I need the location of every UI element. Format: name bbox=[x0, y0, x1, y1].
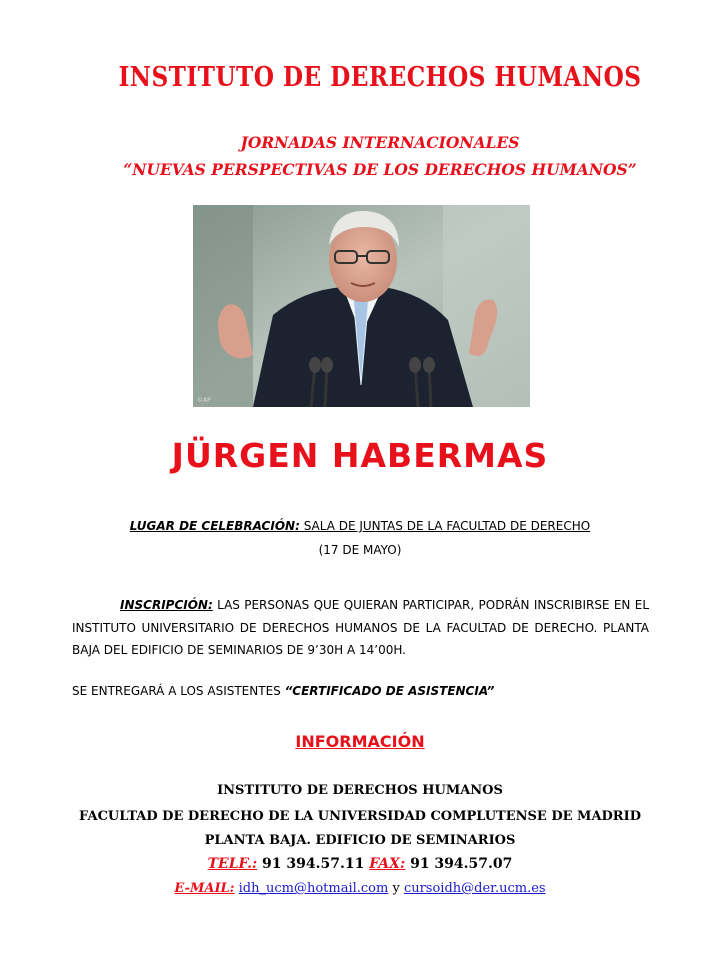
email-link-curso[interactable]: cursoidh@der.ucm.es bbox=[403, 881, 546, 896]
certificate-line bbox=[72, 684, 494, 698]
certificate-value: “CERTIFICADO DE ASISTENCIA” bbox=[284, 684, 495, 698]
photo-watermark: ©AP bbox=[197, 397, 211, 404]
fax-value: 91 394.57.07 bbox=[405, 856, 513, 872]
speaker-portrait-icon bbox=[193, 205, 530, 407]
registration-text: LAS PERSONAS QUE QUIERAN PARTICIPAR, PODRÁN INSCRIBIRSE EN EL INSTITUTO UNIVERSITARIO DE DERECHOS HUMANOS DE LA FACULTAD DE DERECHO. PLANTA BAJA DEL EDIFICIO DE SEMINARIOS DE 9’30H A 14’00H. bbox=[72, 598, 649, 657]
venue-value: SALA DE JUNTAS DE LA FACULTAD DE DERECHO bbox=[299, 519, 591, 533]
speaker-name: JÜRGEN HABERMAS bbox=[171, 436, 549, 475]
event-subtitle: JORNADAS INTERNACIONALES bbox=[240, 133, 520, 152]
registration-paragraph bbox=[72, 594, 649, 662]
certificate-prefix: SE ENTREGARÁ A LOS ASISTENTES bbox=[72, 684, 285, 698]
registration-label: INSCRIPCIÓN: bbox=[120, 598, 213, 612]
information-heading: INFORMACIÓN bbox=[295, 732, 425, 751]
info-location: PLANTA BAJA. EDIFICIO DE SEMINARIOS bbox=[204, 833, 516, 848]
venue-line bbox=[0, 519, 720, 533]
institute-title: INSTITUTO DE DERECHOS HUMANOS bbox=[118, 62, 642, 93]
event-theme: “NUEVAS PERSPECTIVAS DE LOS DERECHOS HUMANOS” bbox=[123, 160, 637, 179]
tel-label: TELF.: bbox=[207, 856, 258, 872]
contact-phones bbox=[0, 856, 720, 872]
email-link-idh[interactable]: idh_ucm@hotmail.com bbox=[238, 881, 389, 896]
fax-label: FAX: bbox=[369, 856, 406, 872]
venue-label: LUGAR DE CELEBRACIÓN: bbox=[129, 519, 300, 533]
email-separator: y bbox=[388, 881, 404, 896]
speaker-photo bbox=[193, 205, 530, 407]
contact-email bbox=[0, 881, 720, 896]
info-faculty: FACULTAD DE DERECHO DE LA UNIVERSIDAD COMPLUTENSE DE MADRID bbox=[79, 809, 641, 824]
tel-value: 91 394.57.11 bbox=[257, 856, 370, 872]
event-date: (17 DE MAYO) bbox=[318, 543, 402, 557]
email-label: E-MAIL: bbox=[174, 881, 235, 896]
info-institute: INSTITUTO DE DERECHOS HUMANOS bbox=[217, 783, 503, 798]
